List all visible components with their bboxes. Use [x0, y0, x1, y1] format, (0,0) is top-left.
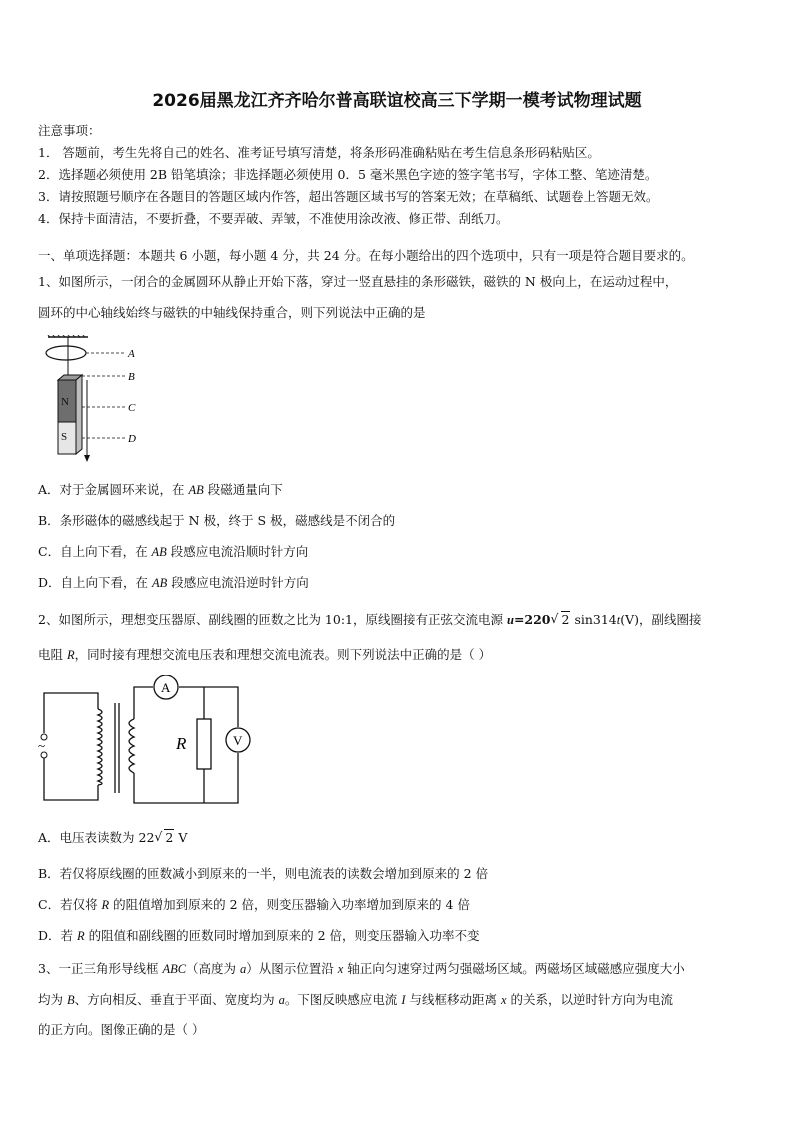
q2-option-a: A．电压表读数为 22√ 2 V — [38, 828, 187, 846]
down-arrow-icon — [84, 455, 90, 462]
q3-stem-line1: 3、一正三角形导线框 ABC（高度为 a）从图示位置沿 x 轴正向匀速穿过两匀强磁场区域。两磁场区域磁感应强度大小 — [38, 961, 685, 976]
label-c: C — [128, 402, 136, 414]
q2-option-c: C．若仅将 R 的阻值增加到原来的 2 倍，则变压器输入功率增加到原来的 4 倍 — [38, 897, 470, 912]
q1-option-b: B．条形磁体的磁感线起于 N 极，终于 S 极，磁感线是不闭合的 — [38, 513, 396, 528]
q2-option-b: B．若仅将原线圈的匝数减小到原来的一半，则电流表的读数会增加到原来的 2 倍 — [38, 866, 489, 881]
q1-option-a: A．对于金属圆环来说，在 AB 段磁通量向下 — [38, 482, 283, 497]
notice-item-3: 3．请按照题号顺序在各题目的答题区域内作答，超出答题区域书写的答案无效；在草稿纸、试题卷上答题无效。 — [38, 189, 659, 204]
q3-stem-line3: 的正方向。图像正确的是（ ） — [38, 1022, 205, 1037]
ammeter-label: A — [161, 680, 171, 695]
q1-magnet-figure — [40, 335, 150, 465]
label-b: B — [128, 371, 135, 383]
q1-stem-line1: 1、如图所示，一闭合的金属圆环从静止开始下落，穿过一竖直悬挂的条形磁铁，磁铁的 N 极向上，在运动过程中， — [38, 274, 678, 289]
section-heading: 一、单项选择题：本题共 6 小题，每小题 4 分，共 24 分。在每小题给出的四个选项中，只有一项是符合题目要求的。 — [38, 248, 694, 263]
notice-item-1: 1． 答题前，考生先将自己的姓名、准考证号填写清楚，将条形码准确粘贴在考生信息条形码粘贴区。 — [38, 145, 600, 160]
label-d: D — [128, 433, 136, 445]
q1-stem-line2: 圆环的中心轴线始终与磁铁的中轴线保持重合，则下列说法中正确的是 — [38, 305, 426, 320]
resistor-label: R — [176, 734, 187, 753]
notice-heading: 注意事项： — [38, 123, 101, 138]
exam-title: 2026届黑龙江齐齐哈尔普高联谊校高三下学期一模考试物理试题 — [152, 91, 642, 111]
q1-option-c: C．自上向下看，在 AB 段感应电流沿顺时针方向 — [38, 544, 309, 559]
q2-transformer-circuit — [36, 675, 261, 805]
q2-stem-line2: 电阻 R，同时接有理想交流电压表和理想交流电流表。则下列说法中正确的是（ ） — [38, 647, 492, 662]
south-label: S — [61, 431, 68, 443]
q1-option-d: D．自上向下看，在 AB 段感应电流沿逆时针方向 — [38, 575, 309, 590]
q3-stem-line2: 均为 B、方向相反、垂直于平面、宽度均为 a。下图反映感应电流 I 与线框移动距离 x 的关系，以逆时针方向为电流 — [38, 992, 674, 1007]
q2-option-d: D．若 R 的阻值和副线圈的匝数同时增加到原来的 2 倍，则变压器输入功率不变 — [38, 928, 480, 943]
label-a: A — [128, 348, 135, 360]
q2-stem-line1: 2、如图所示，理想变压器原、副线圈的匝数之比为 10:1，原线圈接有正弦交流电源 u=220√ 2 sin314t(V)，副线圈接 — [38, 610, 702, 628]
notice-item-4: 4．保持卡面清洁，不要折叠，不要弄破、弄皱，不准使用涂改液、修正带、刮纸刀。 — [38, 211, 509, 226]
voltmeter-label: V — [233, 733, 243, 748]
notice-item-2: 2．选择题必须使用 2B 铅笔填涂；非选择题必须使用 0．5 毫米黑色字迹的签字笔书写，字体工整、笔迹清楚。 — [38, 167, 658, 182]
ac-source-icon: ~ — [38, 738, 46, 753]
metal-ring — [46, 346, 86, 360]
north-label: N — [61, 396, 69, 408]
